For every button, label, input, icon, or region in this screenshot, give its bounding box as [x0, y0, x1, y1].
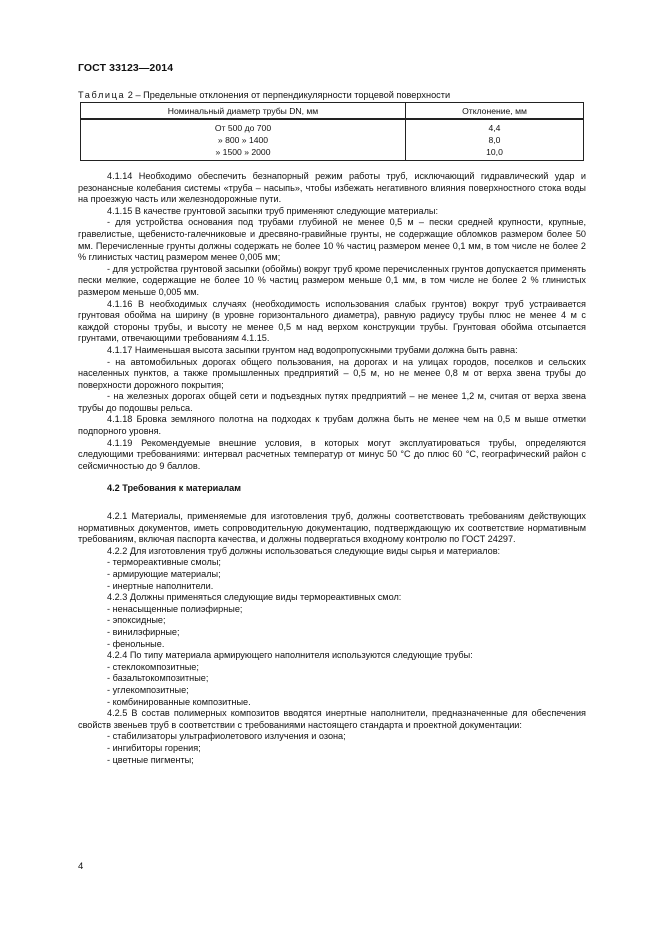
paragraph: - комбинированные композитные.	[107, 696, 251, 707]
paragraph: - цветные пигменты;	[107, 754, 194, 765]
paragraph: - винилэфирные;	[107, 626, 180, 637]
paragraph: 4.2.3 Должны применяться следующие виды термореактивных смол:	[107, 592, 402, 603]
table-header-deviation: Отклонение, мм	[406, 103, 584, 120]
table-cell-deviations	[406, 119, 584, 161]
paragraph: 4.2.5 В состав полимерных композитов вводятся инертные наполнители, предназначенные для обеспечения свойств звеньев труб в соответствии с требованиями настоящего стандарта и проектной документации:	[78, 708, 586, 730]
paragraph: - фенольные.	[107, 638, 165, 649]
table-header-diameter: Номинальный диаметр трубы DN, мм	[81, 103, 406, 120]
paragraph: 4.2.4 По типу материала армирующего наполнителя используются следующие трубы:	[107, 650, 473, 661]
page-number: 4	[78, 861, 84, 872]
paragraph: - для устройства основания под трубами глубиной не менее 0,5 м – пески средней крупности, крупные, гравелистые, щебенисто-галечниковые и дресвяно-гравийные грунты, не содержащие обломков размером более 50 мм. Перечисленные грунты должны содержать не более 10 % частиц размером менее 0,1 мм, в том числе не более 2 % глинистых частиц размером менее 0,005 мм;	[78, 217, 586, 263]
paragraph: 4.1.16 В необходимых случаях (необходимость использования слабых грунтов) вокруг труб устраивается грунтовая обойма на ширину (в уровне горизонтального диаметра), равную радиусу трубы плюс не менее 4 м с каждой стороны трубы, и высоту не менее 0,5 м над верхом конструкции трубы. Грунтовая обойма отсыпается грунтами, отвечающими требованиям 4.1.15.	[78, 298, 586, 344]
paragraph: 4.2.1 Материалы, применяемые для изготовления труб, должны соответствовать требованиям действующих нормативных документов, иметь сопроводительную документацию, подтверждающую их соответствие нормативным требованиям, включая паспорта качества, и должны подвергаться входному контролю по ГОСТ 24297.	[78, 511, 586, 545]
table-cell: 4,4	[488, 123, 501, 133]
paragraph: - термореактивные смолы;	[107, 557, 221, 568]
paragraph: - для устройства грунтовой засыпки (обоймы) вокруг труб кроме перечисленных грунтов допускается применять пески мелкие, содержащие не более 10 % частиц размером меньше 0,1 мм, в том числе не более 2 % глинистых размером меньше 0,005 мм.	[78, 263, 586, 297]
paragraph: - на железных дорогах общей сети и подъездных путях предприятий – не менее 1,2 м, считая от верха звена трубы до подошвы рельса.	[78, 391, 586, 413]
paragraph: - ненасыщенные полиэфирные;	[107, 603, 243, 614]
table-cell: 8,0	[488, 135, 501, 145]
paragraph: - углекомпозитные;	[107, 684, 189, 695]
table-cell-diameters	[81, 119, 406, 161]
paragraph: - базальтокомпозитные;	[107, 673, 209, 684]
table-caption-word: Таблица	[78, 90, 126, 100]
document-code-header: ГОСТ 33123—2014	[78, 62, 174, 74]
deviation-table	[80, 102, 584, 161]
paragraph: - стеклокомпозитные;	[107, 661, 199, 672]
table-caption-text: 2 – Предельные отклонения от перпендикулярности торцевой поверхности	[125, 90, 451, 100]
table-cell: » 1500 » 2000	[215, 147, 271, 157]
paragraph: 4.1.15 В качестве грунтовой засыпки труб применяют следующие материалы:	[107, 205, 439, 216]
paragraph: - инертные наполнители.	[107, 580, 214, 591]
paragraph: 4.1.17 Наименьшая высота засыпки грунтом над водопропускными трубами должна быть равна:	[107, 344, 518, 355]
document-body	[78, 171, 586, 766]
table-caption	[78, 90, 450, 100]
section-heading: 4.2 Требования к материалам	[107, 483, 241, 494]
paragraph: 4.1.18 Бровка земляного полотна на подходах к трубам должна быть не менее чем на 0,5 м выше отметки подпорного уровня.	[78, 414, 586, 437]
paragraph: - армирующие материалы;	[107, 569, 221, 579]
table-cell: » 800 » 1400	[217, 135, 269, 145]
paragraph: 4.1.14 Необходимо обеспечить безнапорный режим работы труб, исключающий гидравлический удар и резонансные колебания системы «труба – насыпь», чтобы избежать негативного влияния поверхностного стока воды на проезжую часть или железнодорожные пути.	[78, 171, 586, 205]
table-body-row	[81, 119, 584, 161]
paragraph: - на автомобильных дорогах общего пользования, на дорогах и на улицах городов, поселков и сельских населенных пунктов, а также промышленных предприятий – 0,5 м, но не менее 0,8 м от верха звена трубы до поверхности дорожного покрытия;	[78, 356, 586, 390]
paragraph: 4.1.19 Рекомендуемые внешние условия, в которых могут эксплуатироваться трубы, определяются следующими требованиями: интервал расчетных температур от минус 50 °С до плюс 60 °С, географический район с сейсмичностью до 9 баллов.	[78, 437, 586, 471]
paragraph: - стабилизаторы ультрафиолетового излучения и озона;	[107, 731, 346, 742]
paragraph: - эпоксидные;	[107, 615, 166, 626]
table-cell: От 500 до 700	[214, 123, 272, 133]
paragraph: 4.2.2 Для изготовления труб должны использоваться следующие виды сырья и материалов:	[107, 545, 501, 556]
table-cell: 10,0	[486, 147, 503, 157]
paragraph: - ингибиторы горения;	[107, 742, 201, 753]
